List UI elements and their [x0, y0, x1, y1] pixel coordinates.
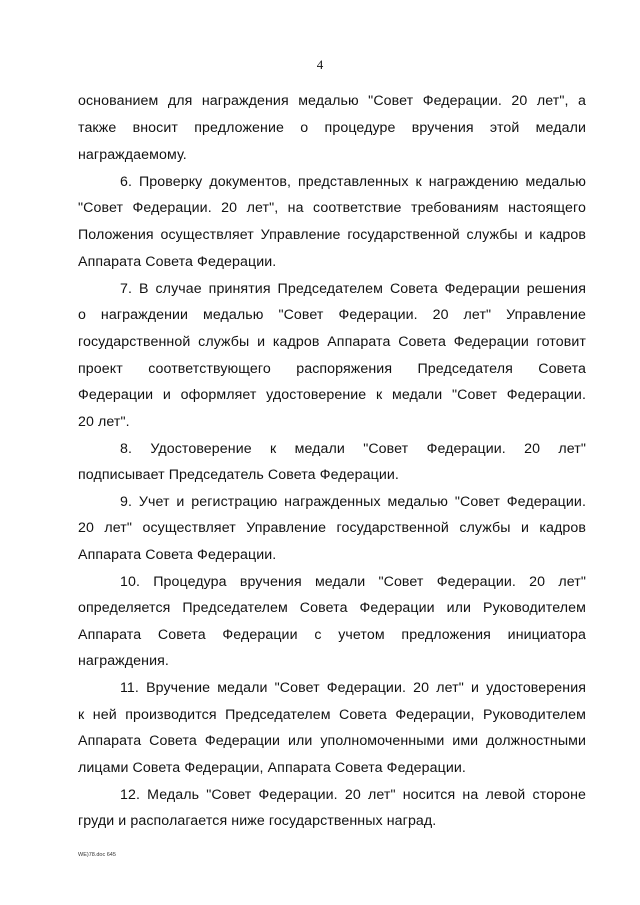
- paragraph-line: Аппарата Совета Федерации или уполномоченными ими должностными: [78, 733, 586, 749]
- paragraph-line: "Совет Федерации. 20 лет", на соответствие требованиям настоящего: [78, 200, 586, 216]
- paragraph-line: груди и располагается ниже государственных наград.: [78, 813, 437, 829]
- paragraph-line: лицами Совета Федерации, Аппарата Совета Федерации.: [78, 760, 466, 776]
- paragraph-line: 12. Медаль "Совет Федерации. 20 лет" носится на левой стороне: [120, 787, 586, 803]
- paragraph-line: к ней производится Председателем Совета Федерации, Руководителем: [78, 707, 586, 723]
- paragraph-line: 11. Вручение медали "Совет Федерации. 20 лет" и удостоверения: [120, 680, 586, 696]
- paragraph-line: 20 лет".: [78, 414, 130, 430]
- paragraph-line: Положения осуществляет Управление государственной службы и кадров: [78, 227, 586, 243]
- paragraph-line: проект соответствующего распоряжения Председателя Совета: [78, 361, 586, 377]
- paragraph-line: 20 лет" осуществляет Управление государственной службы и кадров: [78, 520, 586, 536]
- paragraph-line: 6. Проверку документов, представленных к награждению медалью: [120, 174, 586, 190]
- paragraph-line: подписывает Председатель Совета Федерации.: [78, 467, 399, 483]
- paragraph-line: 10. Процедура вручения медали "Совет Федерации. 20 лет": [120, 574, 586, 590]
- paragraph-line: о награждении медалью "Совет Федерации. 20 лет" Управление: [78, 307, 586, 323]
- page-number: 4: [316, 57, 324, 72]
- paragraph-line: основанием для награждения медалью "Совет Федерации. 20 лет", а: [78, 93, 586, 109]
- paragraph-line: 9. Учет и регистрацию награжденных медалью "Совет Федерации.: [120, 494, 586, 510]
- paragraph-line: награждения.: [78, 653, 169, 669]
- paragraph-line: награждаемому.: [78, 147, 187, 163]
- footer-filename: WE)78.doc 645: [78, 852, 116, 858]
- paragraph-line: также вносит предложение о процедуре вручения этой медали: [78, 120, 586, 136]
- paragraph-line: определяется Председателем Совета Федерации или Руководителем: [78, 600, 586, 616]
- paragraph-line: 7. В случае принятия Председателем Совета Федерации решения: [120, 281, 586, 297]
- paragraph-line: Федерации и оформляет удостоверение к медали "Совет Федерации.: [78, 387, 586, 403]
- paragraph-line: государственной службы и кадров Аппарата Совета Федерации готовит: [78, 334, 586, 350]
- paragraph-line: 8. Удостоверение к медали "Совет Федерации. 20 лет": [120, 441, 586, 457]
- paragraph-line: Аппарата Совета Федерации с учетом предложения инициатора: [78, 627, 586, 643]
- paragraph-line: Аппарата Совета Федерации.: [78, 547, 277, 563]
- paragraph-line: Аппарата Совета Федерации.: [78, 254, 277, 270]
